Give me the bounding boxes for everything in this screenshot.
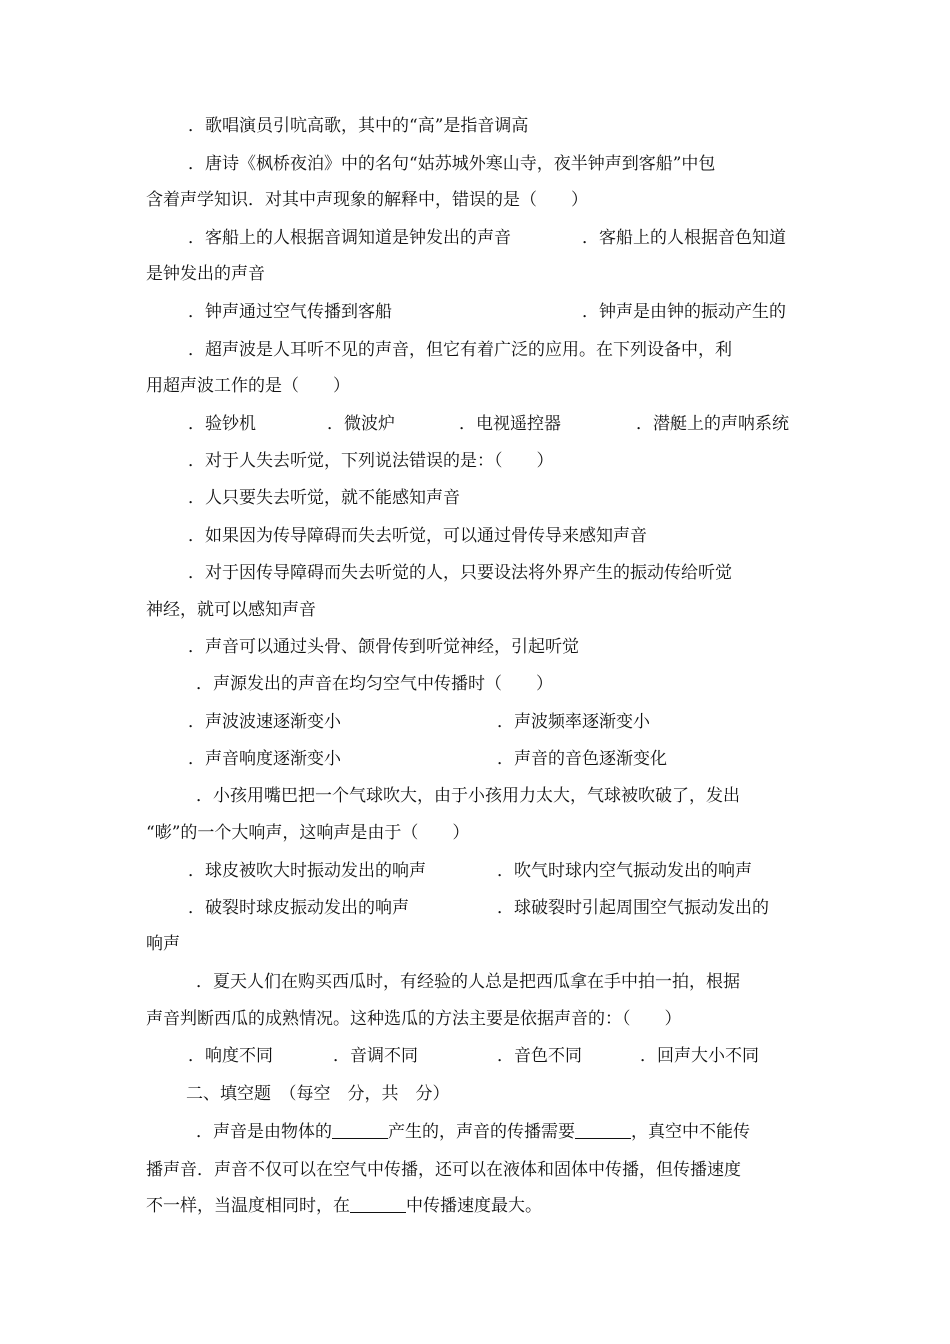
question-10-stem-continued: “嘭”的一个大响声，这响声是由于（ ）	[146, 823, 470, 843]
question-11-stem: ．夏天人们在购买西瓜时，有经验的人总是把西瓜拿在手中拍一拍，根据	[196, 972, 740, 992]
question-6-stem-continued: 含着声学知识．对其中声现象的解释中，错误的是（ ）	[146, 190, 588, 210]
question-6-option-b: ．客船上的人根据音色知道	[582, 228, 786, 248]
question-11-option-c: ．音色不同	[497, 1046, 582, 1066]
question-9-option-b: ．声波频率逐渐变小	[497, 712, 650, 732]
answer-blank[interactable]	[575, 1122, 631, 1139]
question-7-option-d: ．潜艇上的声呐系统	[636, 414, 789, 434]
question-11-option-a: ．响度不同	[188, 1046, 273, 1066]
fill-question-1	[196, 1122, 750, 1142]
fill-question-1-text: ，真空中不能传	[631, 1122, 750, 1142]
question-6-option-a: ．客船上的人根据音调知道是钟发出的声音	[188, 228, 511, 248]
question-10-option-c: ．破裂时球皮振动发出的响声	[188, 898, 409, 918]
question-7-option-b: ．微波炉	[327, 414, 395, 434]
question-10-option-a: ．球皮被吹大时振动发出的响声	[188, 861, 426, 881]
question-6-stem: ．唐诗《枫桥夜泊》中的名句“姑苏城外寒山寺，夜半钟声到客船”中包	[188, 154, 716, 174]
question-8-option-c: ．对于因传导障碍而失去听觉的人，只要设法将外界产生的振动传给听觉	[188, 563, 732, 583]
question-9-option-a: ．声波波速逐渐变小	[188, 712, 341, 732]
fill-question-1-text: ．声音是由物体的	[196, 1122, 332, 1142]
fill-question-1-text: 不一样，当温度相同时，在	[146, 1196, 350, 1216]
answer-blank[interactable]	[350, 1196, 406, 1213]
question-9-stem: ．声源发出的声音在均匀空气中传播时（ ）	[196, 674, 553, 694]
question-8-option-b: ．如果因为传导障碍而失去听觉，可以通过骨传导来感知声音	[188, 526, 647, 546]
question-7-option-a: ．验钞机	[188, 414, 256, 434]
section-title: 二、填空题 （每空 分，共 分）	[186, 1084, 450, 1104]
fill-question-1-text: 中传播速度最大。	[406, 1196, 542, 1216]
question-8-option-c-continued: 神经，就可以感知声音	[146, 600, 316, 620]
question-9-option-c: ．声音响度逐渐变小	[188, 749, 341, 769]
question-7-option-c: ．电视遥控器	[459, 414, 561, 434]
question-6-option-d: ．钟声是由钟的振动产生的	[582, 302, 786, 322]
question-10-option-d: ．球破裂时引起周围空气振动发出的	[497, 898, 769, 918]
fill-question-1-text: 产生的，声音的传播需要	[388, 1122, 575, 1142]
question-10-option-b: ．吹气时球内空气振动发出的响声	[497, 861, 752, 881]
answer-blank[interactable]	[332, 1122, 388, 1139]
question-11-stem-continued: 声音判断西瓜的成熟情况。这种选瓜的方法主要是依据声音的：（ ）	[146, 1009, 682, 1029]
fill-question-1-continued: 播声音．声音不仅可以在空气中传播，还可以在液体和固体中传播，但传播速度	[146, 1160, 741, 1180]
question-8-option-a: ．人只要失去听觉，就不能感知声音	[188, 488, 460, 508]
question-7-stem: ．超声波是人耳听不见的声音，但它有着广泛的应用。在下列设备中，利	[188, 340, 732, 360]
question-6-option-c: ．钟声通过空气传播到客船	[188, 302, 392, 322]
question-11-option-d: ．回声大小不同	[640, 1046, 759, 1066]
question-option-d: ．歌唱演员引吭高歌，其中的“高”是指音调高	[188, 116, 529, 136]
question-10-option-d-continued: 响声	[146, 934, 180, 954]
question-8-stem: ．对于人失去听觉，下列说法错误的是：（ ）	[188, 451, 554, 471]
fill-question-1-continued	[146, 1196, 542, 1216]
question-10-stem: ．小孩用嘴巴把一个气球吹大，由于小孩用力太大，气球被吹破了，发出	[196, 786, 740, 806]
question-9-option-d: ．声音的音色逐渐变化	[497, 749, 667, 769]
question-6-option-b-continued: 是钟发出的声音	[146, 264, 265, 284]
question-11-option-b: ．音调不同	[333, 1046, 418, 1066]
question-8-option-d: ．声音可以通过头骨、颌骨传到听觉神经，引起听觉	[188, 637, 579, 657]
question-7-stem-continued: 用超声波工作的是（ ）	[146, 376, 350, 396]
